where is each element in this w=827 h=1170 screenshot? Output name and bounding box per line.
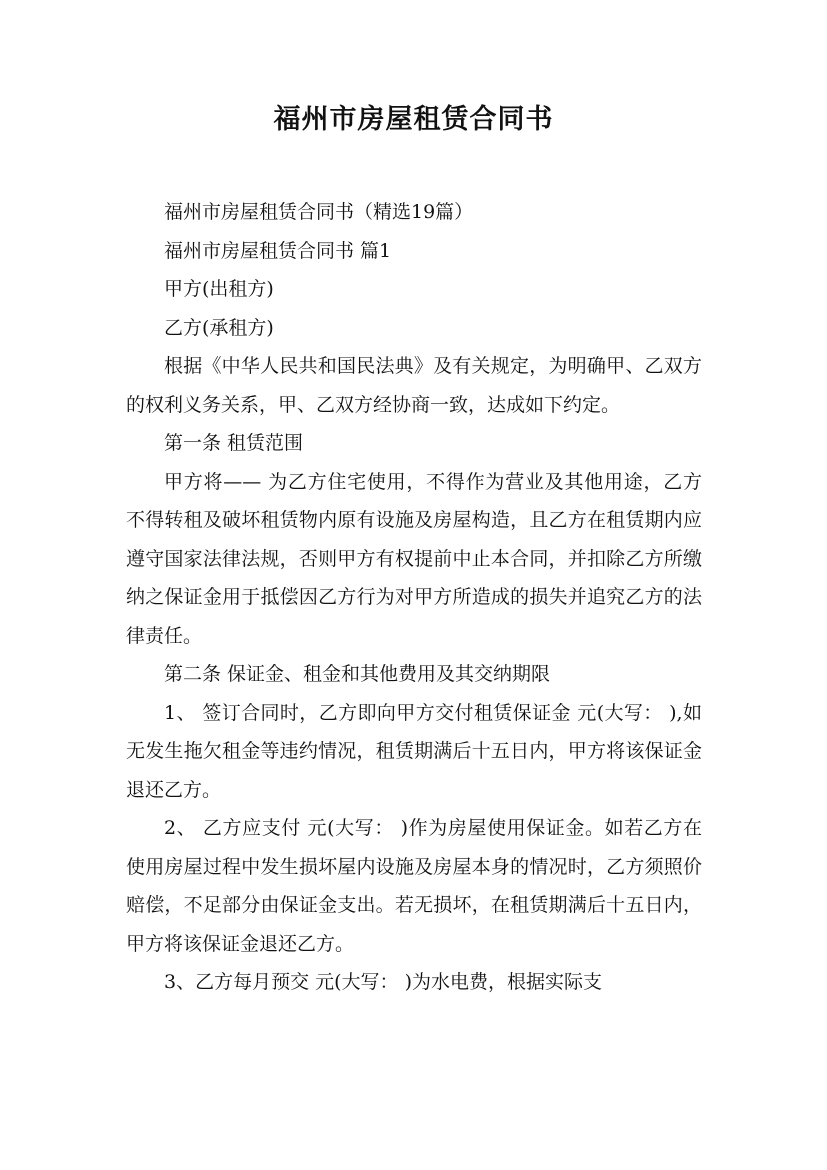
doc-subtitle: 福州市房屋租赁合同书（精选19篇） (164, 201, 474, 223)
clause-3-paragraph: 3、乙方每月预交 元(大写： )为水电费，根据实际支 (164, 971, 602, 993)
article-1-heading: 第一条 租赁范围 (164, 432, 304, 454)
party-a-label: 甲方(出租方) (164, 278, 274, 300)
clause-1-paragraph: 1、 签订合同时，乙方即向甲方交付租赁保证金 元(大写： ),如无发生拖欠租金等违约情况，租赁期满后十五日内，甲方将该保证金退还乙方。 (126, 701, 702, 801)
document-title: 福州市房屋租赁合同书 (273, 104, 554, 135)
article-2-heading: 第二条 保证金、租金和其他费用及其交纳期限 (164, 663, 551, 685)
preamble-paragraph: 根据《中华人民共和国民法典》及有关规定，为明确甲、乙双方的权利义务关系，甲、乙双方经协商一致，达成如下约定。 (126, 355, 702, 416)
article-1-paragraph: 甲方将—— 为乙方住宅使用，不得作为营业及其他用途，乙方不得转租及破坏租赁物内原有设施及房屋构造，且乙方在租赁期内应遵守国家法律法规，否则甲方有权提前中止本合同，并扣除乙方所缴纳之保证金用于抵偿因乙方行为对甲方所造成的损失并追究乙方的法律责任。 (126, 470, 702, 647)
clause-2-paragraph: 2、 乙方应支付 元(大写： )作为房屋使用保证金。如若乙方在使用房屋过程中发生损坏屋内设施及房屋本身的情况时，乙方须照价赔偿，不足部分由保证金支出。若无损坏，在租赁期满后十五日内，甲方将该保证金退还乙方。 (126, 817, 702, 955)
document-body (126, 193, 702, 1002)
party-b-label: 乙方(承租方) (164, 316, 274, 339)
section-heading: 福州市房屋租赁合同书 篇1 (164, 239, 392, 262)
